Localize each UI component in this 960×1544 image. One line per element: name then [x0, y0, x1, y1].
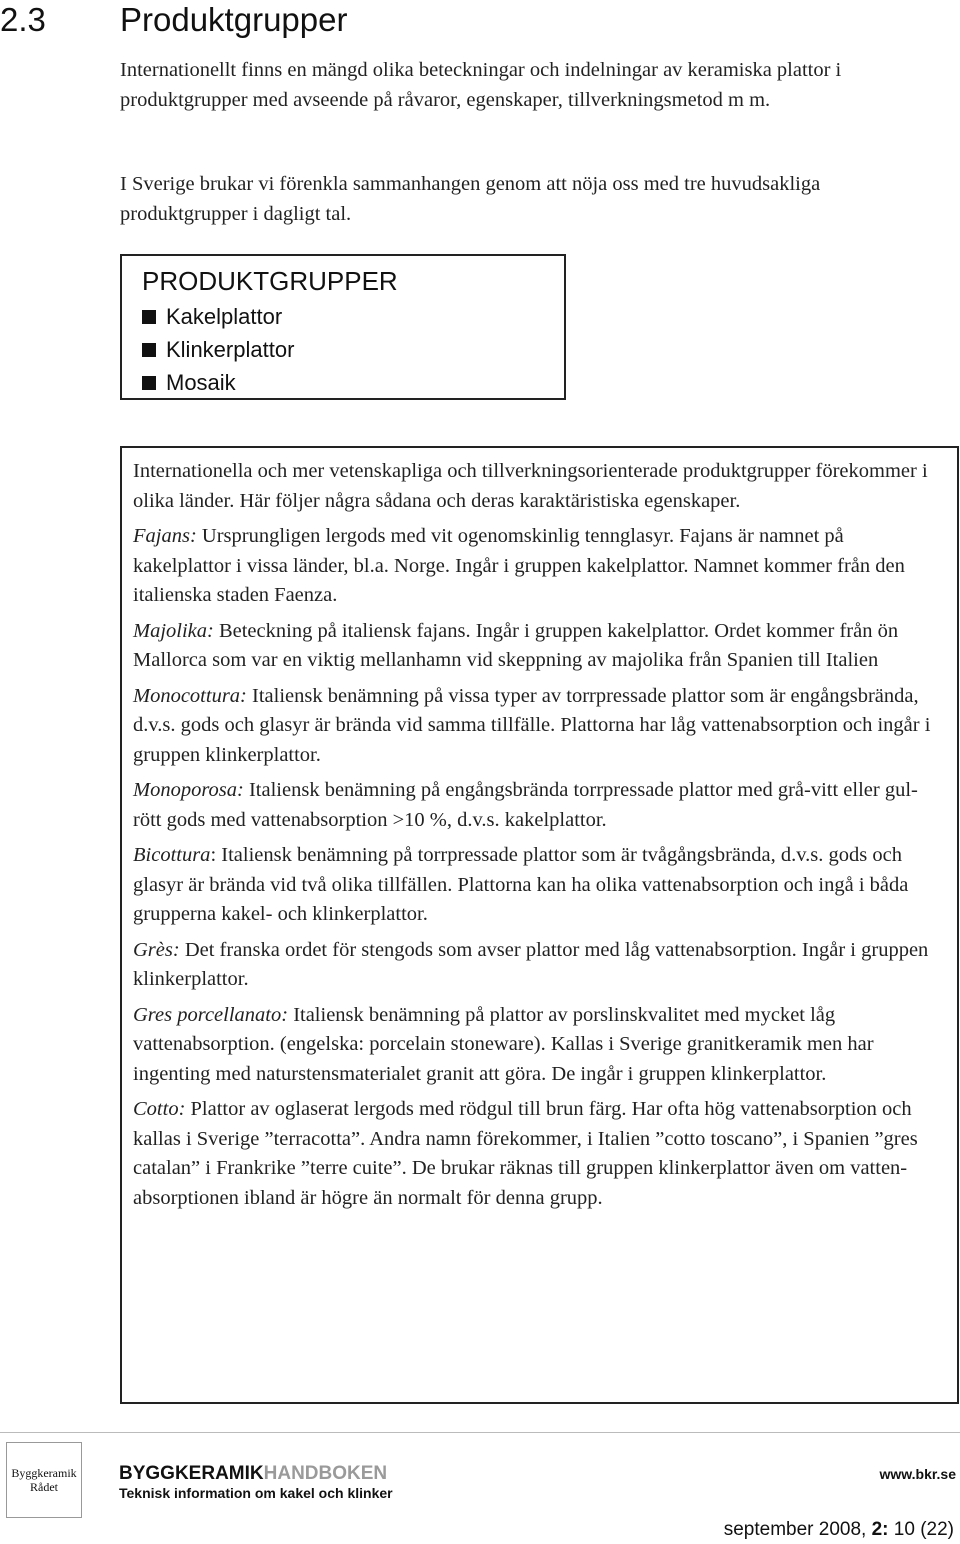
square-bullet-icon — [142, 343, 156, 357]
product-group-item: Mosaik — [142, 366, 294, 399]
definition-text: Beteckning på italiensk fajans. Ingår i gruppen kakelplattor. Ordet kommer från ön Mallorca som var en viktig mellanhamn vid skeppning av majolika från Spanien till Italien — [133, 619, 899, 671]
section-title: Produktgrupper — [120, 1, 348, 38]
square-bullet-icon — [142, 310, 156, 324]
handbook-subtitle: Teknisk information om kakel och klinker — [119, 1485, 393, 1501]
definitions-box — [120, 446, 959, 1404]
intro-paragraph-1: Internationellt finns en mängd olika beteckningar och indelningar av keramiska plattor i produktgrupper med avseende på råvaror, egenskaper, tillverkningsmetod m m. — [120, 59, 842, 111]
definition-text: Det franska ordet för stengods som avser plattor med låg vattenabsorption. Ingår i gruppen klinkerplattor. — [133, 938, 929, 990]
website-link[interactable]: www.bkr.se — [879, 1466, 956, 1482]
definition-text: Italiensk benämning på plattor av porslinskvalitet med mycket låg vattenabsorption. (engelska: porcelain stoneware). Kallas i Sverige granitkeramik men har ingenting med naturstensmaterialet granit att göra. De ingår i gruppen klinkerplattor. — [133, 1003, 874, 1085]
footer-divider — [0, 1432, 960, 1433]
definition-term: Majolika: — [133, 619, 214, 642]
definition-monocottura — [133, 682, 945, 771]
section-number: 2.3 — [0, 1, 46, 38]
definition-text: Italiensk benämning på engångsbrända torrpressade plattor med grå-vitt eller gul-rött gods med vattenabsorption >10 %, d.v.s. kakelplattor. — [133, 779, 918, 831]
definition-term: Cotto: — [133, 1098, 186, 1120]
definition-gres-porcellanato — [133, 1001, 945, 1090]
product-group-item: Klinkerplattor — [142, 333, 294, 366]
definition-term: Bicottura — [133, 844, 211, 866]
definition-gres — [133, 936, 945, 995]
definition-monoporosa — [133, 776, 945, 835]
product-groups-title: PRODUKTGRUPPER — [142, 266, 398, 296]
definition-bicottura — [133, 841, 945, 930]
definition-term: Monoporosa: — [133, 779, 244, 801]
product-groups-list — [142, 300, 294, 399]
intro-paragraph-2: I Sverige brukar vi förenkla sammanhangen genom att nöja oss med tre huvudsakliga produktgrupper i dagligt tal. — [120, 173, 821, 225]
section-heading — [0, 0, 347, 40]
handbook-brand: BYGGKERAMIKHANDBOKEN — [119, 1463, 388, 1484]
product-group-item: Kakelplattor — [142, 300, 294, 333]
page-number: september 2008, 2: 10 (22) — [723, 1519, 954, 1540]
definition-text: Ursprungligen lergods med vit ogenomskinlig tennglasyr. Fajans är namnet på kakelplattor i vissa länder, bl.a. Norge. Ingår i gruppen kakelplattor. Namnet kommer från den italienska staden Faenza. — [133, 525, 905, 606]
product-groups-box — [120, 254, 566, 400]
definition-majolika — [133, 617, 945, 676]
definition-term: Monocottura: — [133, 684, 247, 707]
definition-text: Italiensk benämning på vissa typer av torrpressade plattor som är engångsbrända, d.v.s. gods och glasyr är brända vid samma tillfälle. Plattorna har låg vattenabsorption och ingår i gruppen klinkerplattor. — [133, 684, 931, 766]
definition-fajans — [133, 522, 945, 611]
definition-term: Fajans: — [133, 525, 197, 547]
definition-cotto — [133, 1095, 945, 1213]
definition-term: Gres porcellanato: — [133, 1003, 289, 1026]
definition-text: : Italiensk benämning på torrpressade plattor som är tvågångsbrända, d.v.s. gods och glasyr är brända vid två olika tillfällen. Plattorna kan ha olika vattenabsorption och ingå i båda grupperna kakel- och klinkerplattor. — [133, 844, 909, 925]
square-bullet-icon — [142, 376, 156, 390]
byggkeramik-radet-logo: Byggkeramik Rådet — [6, 1442, 82, 1518]
definition-text: Plattor av oglaserat lergods med rödgul till brun färg. Har ofta hög vattenabsorption och kallas i Sverige ”terracotta”. Andra namn förekommer, i Italien ”cotto toscano”, i Spanien ”gres catalan” i Frankrike ”terre cuite”. De brukar räknas till gruppen klinkerplattor även om vattenabsorptionen ibland är högre än normalt för denna grupp. — [133, 1098, 918, 1209]
definitions-intro: Internationella och mer vetenskapliga och tillverkningsorienterade produktgrupper förekommer i olika länder. Här följer några sådana och deras karaktäristiska egenskaper. — [133, 460, 928, 512]
definition-term: Grès: — [133, 938, 180, 961]
